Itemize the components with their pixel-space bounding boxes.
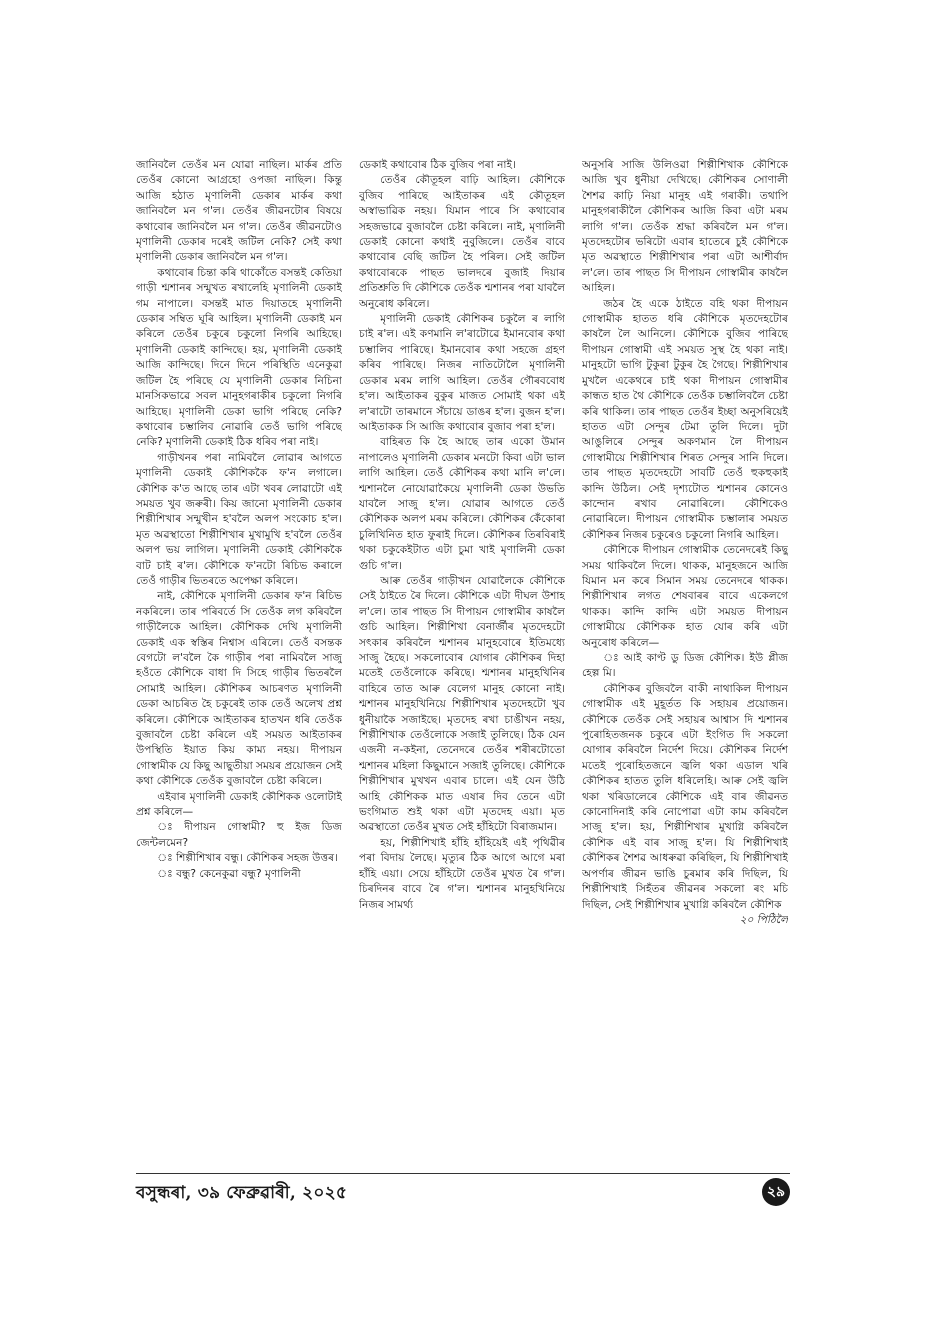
paragraph: এইবাৰ মৃণালিনী ডেকাই কৌশিকক ওলোটাই প্ৰশ্ন কৰিলে— xyxy=(136,790,342,819)
paragraph: হয়, শিল্পীশিখাই হাঁহি হাঁহিয়েই এই পৃথিৱীৰ পৰা বিদায় লৈছে। মৃত্যুৰ ঠিক আগে আগে মৰা হাঁহি এয়া। সেয়ে হাঁহিটো তেওঁৰ মুখত ৰৈ গ'ল। চিৰদিনৰ বাবে ৰৈ গ'ল। শ্মশানৰ মানুহখিনিয়ে নিজৰ সামৰ্থ্য xyxy=(359,836,565,911)
paragraph: জঠৰ হৈ একে ঠাইতে বহি থকা দীপায়ন গোস্বামীক হাতত ধৰি কৌশিকে মৃতদেহটোৰ কাষলৈ লৈ আনিলে। কৌশিকে বুজিব পাৰিছে দীপায়ন গোস্বামী এই সময়ত সুস্থ হৈ থকা নাই। মানুহটো ভাগি টুকুৰা টুকুৰ হৈ গৈছে। শিল্পীশিখাৰ মুখলৈ একেথৰে চাই থকা দীপায়ন গোস্বামীৰ কান্ধত হাত থৈ কৌশিকে তেওঁক চম্ভালিবলৈ চেষ্টা কৰি থাকিল। তাৰ পাছত তেওঁৰ ইচ্ছা অনুসৰিয়েই হাতত এটা সেন্দুৰ টেমা তুলি দিলে। দুটা আঙুলিৰে সেন্দুৰ অকণমান লৈ দীপায়ন গোস্বামীয়ে শিল্পীশিখাৰ শিৰত সেন্দুৰ সানি দিলে। তাৰ পাছত মৃতদেহটো সাবটি তেওঁ হুকহুকাই কান্দি উঠিল। সেই দৃশ্যটোত শ্মশানৰ কোনেও কান্দোন ৰখাব নোৱাৰিলে। কৌশিকেও নোৱাৰিলে। দীপায়ন গোস্বামীক চম্ভালাৰ সময়ত কৌশিকৰ নিজৰ চকুৰেও চকুলো নিগৰি আহিল। xyxy=(582,297,788,541)
paragraph: কথাবোৰ চিন্তা কৰি থাকোঁতে বসন্তই কেতিয়া গাড়ী শ্মশানৰ সন্মুখত ৰখালেহি মৃণালিনী ডেকাই গম নাপালে। বসন্তই মাত দিয়াতহে মৃণালিনী ডেকাৰ সম্বিত ঘূৰি আহিল। মৃণালিনী ডেকাই মন কৰিলে তেওঁৰ চকুৰে চকুলো নিগৰি আহিছে। মৃণালিনী ডেকাই কান্দিছে। হয়, মৃণালিনী ডেকাই আজি কান্দিছে। দিনে দিনে পৰিস্থিতি এনেকুৱা জটিল হৈ পৰিছে যে মৃণালিনী ডেকাৰ নিচিনা মানসিকভাৱে সবল মানুহগৰাকীৰ চকুলো নিগৰি আহিছে। মৃণালিনী ডেকা ভাগি পৰিছে নেকি? কথাবোৰ চম্ভালিব নোৱাৰি তেওঁ ভাগি পৰিছে নেকি? মৃণালিনী ডেকাই ঠিক ধৰিব পৰা নাই। xyxy=(136,266,342,449)
paragraph: বাহিৰত কি হৈ আছে তাৰ একো উমান নাপালেও মৃণালিনী ডেকাৰ মনটো কিবা এটা ভাল লাগি আহিল। তেওঁ কৌশিকৰ কথা মানি ল'লে। শ্মশানলৈ নোযোৱাকৈয়ে মৃণালিনী ডেকা উভতি যাবলৈ সাজু হ'ল। যোৱাৰ আগতে তেওঁ কৌশিকক অলপ মৰম কৰিলে। কৌশিকৰ কেঁকোৰা চুলিখিনিত হাত ফুৰাই দিলে। কৌশিকৰ তিৰবিৰাই থকা চকুকেইটাত এটা চুমা খাই মৃণালিনী ডেকা গুচি গ'ল। xyxy=(359,436,565,572)
footer-magazine-title: বসুন্ধৰা, ৩৯ ফেব্ৰুৱাৰী, ২০২৫ xyxy=(136,1183,348,1203)
continued-label: ২০ পিঠিলৈ xyxy=(739,913,788,926)
paragraph: কৌশিকে দীপায়ন গোস্বামীক তেনেদৰেই কিছু সময় থাকিবলৈ দিলে। থাকক, মানুহজনে আজি যিমান মন কৰে সিমান সময় তেনেদৰে থাকক। শিল্পীশিখাৰ লগত শেষবাৰৰ বাবে একেলগে থাকক। কান্দি কান্দি এটা সময়ত দীপায়ন গোস্বামীয়ে কৌশিকক হাত যোৰ কৰি এটা অনুৰোধ কৰিলে— xyxy=(582,544,788,649)
paragraph: ঃ শিল্পীশিখাৰ বন্ধু। কৌশিকৰ সহজ উত্তৰ। xyxy=(157,852,338,865)
paragraph: মৃণালিনী ডেকাই কৌশিকৰ চকুলৈ ৰ লাগি চাই ৰ'ল। এই কণমানি ল'ৰাটোৱে ইমানবোৰ কথা চম্ভালিব পাৰিছে। ইমানবোৰ কথা সহজে গ্ৰহণ কৰিব পাৰিছে। নিজৰ নাতিটোলৈ মৃণালিনী ডেকাৰ মৰম লাগি আহিল। তেওঁৰ গৌৰববোধ হ'ল। আইতাকৰ বুকুৰ মাজত সোমাই থকা এই ল'ৰাটো তাৰমানে সঁচায়ে ডাঙৰ হ'ল। বুজন হ'ল। আইতাকক সি আজি কথাবোৰ বুজাব পৰা হ'ল। xyxy=(359,313,565,433)
page-number-badge: ২৯ xyxy=(762,1178,790,1206)
text-column-1 xyxy=(136,158,342,1168)
text-column-3 xyxy=(582,158,788,1168)
paragraph: জানিবলৈ তেওঁৰ মন যোৱা নাছিল। মাৰ্কৰ প্ৰতি তেওঁৰ কোনো আগ্ৰহো ওপজা নাছিল। কিন্তু আজি হঠাত মৃণালিনী ডেকাৰ মাৰ্কৰ কথা জানিবলৈ মন গ'ল। তেওঁৰ জীৱনটোৰ বিষয়ে কথাবোৰ জানিবলৈ মন গ'ল। তেওঁৰ জীৱনটোও মৃণালিনী ডেকাৰ দৰেই জটিল নেকি? সেই কথা মৃণালিনী ডেকাৰ জানিবলৈ মন গ'ল। xyxy=(136,159,342,264)
text-column-2 xyxy=(359,158,565,1168)
paragraph: ঃ বন্ধু? কেনেকুৱা বন্ধু? মৃণালিনী xyxy=(157,867,301,880)
paragraph: ঃ আই কাণ্ট ডু ডিজ কৌশিক। ইউ প্লীজ হেল্প মি। xyxy=(582,652,788,680)
paragraph: আৰু তেওঁৰ গাড়ীখন যোৱালৈকে কৌশিকে সেই ঠাইতে ৰৈ দিলে। কৌশিকে এটা দীঘল উশাহ ল'লে। তাৰ পাছত সি দীপায়ন গোস্বামীৰ কাষলৈ গুচি আহিল। শিল্পীশিখা বেনাৰ্জীৰ মৃতদেহটো সৎকাৰ কৰিবলৈ শ্মশানৰ মানুহবোৰে ইতিমধ্যে সাজু হৈছে। সকলোবোৰ যোগাৰ কৌশিকৰ দিহা মতেই তেওঁলোকে কৰিছে। শ্মশানৰ মানুহখিনিৰ বাহিৰে তাত আৰু বেলেগ মানুহ কোনো নাই। শ্মশানৰ মানুহখিনিয়ে শিল্পীশিখাৰ মৃতদেহটো খুব ধুনীয়াকৈ সজাইছে। মৃতদেহ ৰখা চাঙীখন নহয়, শিল্পীশিখাক তেওঁলোকে সজাই তুলিছে। ঠিক যেন এজনী ন-কইনা, তেনেদৰে তেওঁৰ শৰীৰটোতো শ্মশানৰ মহিলা কিছুমানে সজাই তুলিছে। কৌশিকে শিল্পীশিখাৰ মুখখন এবাৰ চালে। এই যেন উঠি আহি কৌশিকক মাত এষাৰ দিব তেনে এটা ভংগিমাত শুই থকা এটা মৃতদেহ এয়া। মৃত অৱস্থাতো তেওঁৰ মুখত সেই হাঁহিটো বিৰাজমান। xyxy=(359,574,565,834)
paragraph: নাই, কৌশিকে মৃণালিনী ডেকাৰ ফ'ন ৰিচিভ নকৰিলে। তাৰ পৰিবৰ্তে সি তেওঁক লগ কৰিবলৈ গাড়ীলৈকে আহিল। কৌশিকক দেখি মৃণালিনী ডেকাই এক স্বস্তিৰ নিশ্বাস এৰিলে। তেওঁ বসন্তক বেগটো ল'বলৈ কৈ গাড়ীৰ পৰা নামিবলৈ সাজু হওঁতে কৌশিকে বাধা দি সিহে গাড়ীৰ ভিতৰলৈ সোমাই আহিল। কৌশিকৰ আচৰণত মৃণালিনী ডেকা আচৰিত হৈ চকুৰেই তাক তেওঁ অলেখ প্ৰশ্ন কৰিলে। কৌশিকে আইতাকৰ হাতখন ধৰি তেওঁক বুজাবলৈ চেষ্টা কৰিলে এই সময়ত আইতাকৰ উপস্থিতি ইয়াত কিয় কাম্য নহয়। দীপায়ন গোস্বামীক যে কিছু আছুতীয়া সময়ৰ প্ৰয়োজন সেই কথা কৌশিকে তেওঁক বুজাবলৈ চেষ্টা কৰিলে। xyxy=(136,590,342,788)
paragraph: তেওঁৰ কৌতূহল বাঢ়ি আহিল। কৌশিকে বুজিব পাৰিছে আইতাকৰ এই কৌতূহল অস্বাভাৱিক নহয়। যিমান পাৰে সি কথাবোৰ সহজভাৱে বুজাবলৈ চেষ্টা কৰিলে। নাই, মৃণালিনী ডেকাই কোনো কথাই নুবুজিলে। তেওঁৰ বাবে কথাবোৰ বেছি জটিল হৈ পৰিল। সেই জটিল কথাবোৰকে পাছত ভালদৰে বুজাই দিয়াৰ প্ৰতিশ্ৰুতি দি কৌশিকে তেওঁক শ্মশানৰ পৰা যাবলৈ অনুৰোধ কৰিলে। xyxy=(359,174,565,310)
paragraph: ঃ দীপায়ন গোস্বামী? হু ইজ ডিজ জেন্টলমেন? xyxy=(136,821,342,849)
paragraph: ডেকাই কথাবোৰ ঠিক বুজিব পৰা নাই। xyxy=(359,159,516,171)
paragraph: অনুসৰি সাজি উলিওৱা শিল্পীশিখাক কৌশিকে আজি খুব ধুনীয়া দেখিছে। কৌশিকৰ সোণালী শৈশৱ কাঢ়ি নিয়া মানুহ এই গৰাকী। তথাপি মানুহগৰাকীলৈ কৌশিকৰ আজি কিবা এটা মৰম লাগি গ'ল। তেওঁক শ্ৰদ্ধা কৰিবলৈ মন গ'ল। মৃতদেহটোৰ ভৰিটো এবাৰ হাতেৰে চুই কৌশিকে মৃত অৱস্থাতে শিল্পীশিখাৰ পৰা এটা আশীৰ্বাদ ল'লে। তাৰ পাছত সি দীপায়ন গোস্বামীৰ কাষলৈ আহিল। xyxy=(582,159,788,295)
paragraph: কৌশিকৰ বুজিবলৈ বাকী নাথাকিল দীপায়ন গোস্বামীক এই মুহূৰ্তত কি সহায়ৰ প্ৰয়োজন। কৌশিকে তেওঁক সেই সহায়ৰ আশ্বাস দি শ্মশানৰ পুৰোহিতজনক চকুৰে এটা ইংগিত দি সকলো যোগাৰ কৰিবলৈ নিৰ্দেশ দিয়ে। কৌশিকৰ নিৰ্দেশ মতেই পুৰোহিতজনে জ্বলি থকা এডাল খৰি কৌশিকৰ হাতত তুলি ধৰিলেহি। আৰু সেই জ্বলি থকা খৰিডালেৰে কৌশিকে এই বাৰ জীৱনত কোনোদিনাই কৰি নোপোৱা এটা কাম কৰিবলৈ সাজু হ'ল। হয়, শিল্পীশিখাৰ মুখাগ্নি কৰিবলৈ কৌশিক এই বাৰ সাজু হ'ল। যি শিল্পীশিখাই কৌশিকৰ শৈশৱ আধৰুৱা কৰিছিল, যি শিল্পীশিখাই অপৰ্ণাৰ জীৱন ভাঙি চুৰমাৰ কৰি দিছিল, যি শিল্পীশিখাই সিহঁতৰ জীৱনৰ সকলো ৰং মচি দিছিল, সেই শিল্পীশিখাৰ মুখাগ্নি কৰিবলৈ কৌশিক xyxy=(582,682,788,911)
paragraph: গাড়ীখনৰ পৰা নামিবলৈ লোৱাৰ আগতে মৃণালিনী ডেকাই কৌশিককৈ ফ'ন লগালে। কৌশিক ক'ত আছে তাৰ এটা খবৰ লোৱাটো এই সময়ত খুব জৰুৰী। কিয় জানো মৃণালিনী ডেকাৰ শিল্পীশিখাৰ সন্মুখীন হ'বলৈ অলপ সংকোচ হ'ল। মৃত অৱস্থাতো শিল্পীশিখাৰ মুখামুখি হ'বলৈ তেওঁৰ অলপ ভয় লাগিল। মৃণালিনী ডেকাই কৌশিককৈ বাট চাই ৰ'ল। কৌশিকে ফ'নটো ৰিচিভ কৰালে তেওঁ গাড়ীৰ ভিতৰতে অপেক্ষা কৰিলে। xyxy=(136,451,342,587)
footer-divider xyxy=(136,1173,790,1174)
